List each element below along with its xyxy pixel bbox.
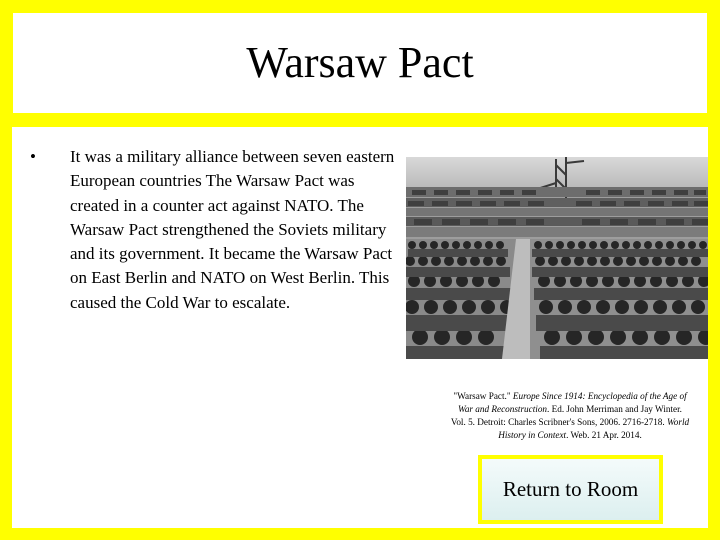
slide-title: Warsaw Pact xyxy=(246,38,474,87)
bullet-dot: • xyxy=(30,147,36,166)
soldiers-in-formation-image xyxy=(406,157,708,359)
citation-part5: . Web. 21 Apr. 2014. xyxy=(566,430,642,440)
bullet-text: It was a military alliance between seven eastern European countries The Warsaw Pact was created in a counter act against NATO. The Warsaw Pact strengthened the Soviets military and its government. It became the Warsaw Pact on East Berlin and NATO on West Berlin. This caused the Cold War to escalate. xyxy=(70,147,395,312)
title-box xyxy=(10,10,710,116)
soldiers-photo xyxy=(406,157,708,359)
title-divider xyxy=(10,116,710,125)
citation-database-title: World History in Context xyxy=(498,417,690,440)
citation-part3: . Ed. John Merriman and Jay Winter. Vol. 5. Detroit: Charles Scribner's Sons, 2006. 2716-2718. xyxy=(450,404,682,427)
citation xyxy=(450,390,690,442)
citation-part1: "Warsaw Pact." xyxy=(453,391,513,401)
return-to-room-button[interactable]: Return to Room xyxy=(478,455,663,524)
bullet-item xyxy=(27,145,397,315)
bullet-list xyxy=(27,145,397,315)
citation-source-title: Europe Since 1914: Encyclopedia of the Age of War and Reconstruction xyxy=(458,391,687,414)
